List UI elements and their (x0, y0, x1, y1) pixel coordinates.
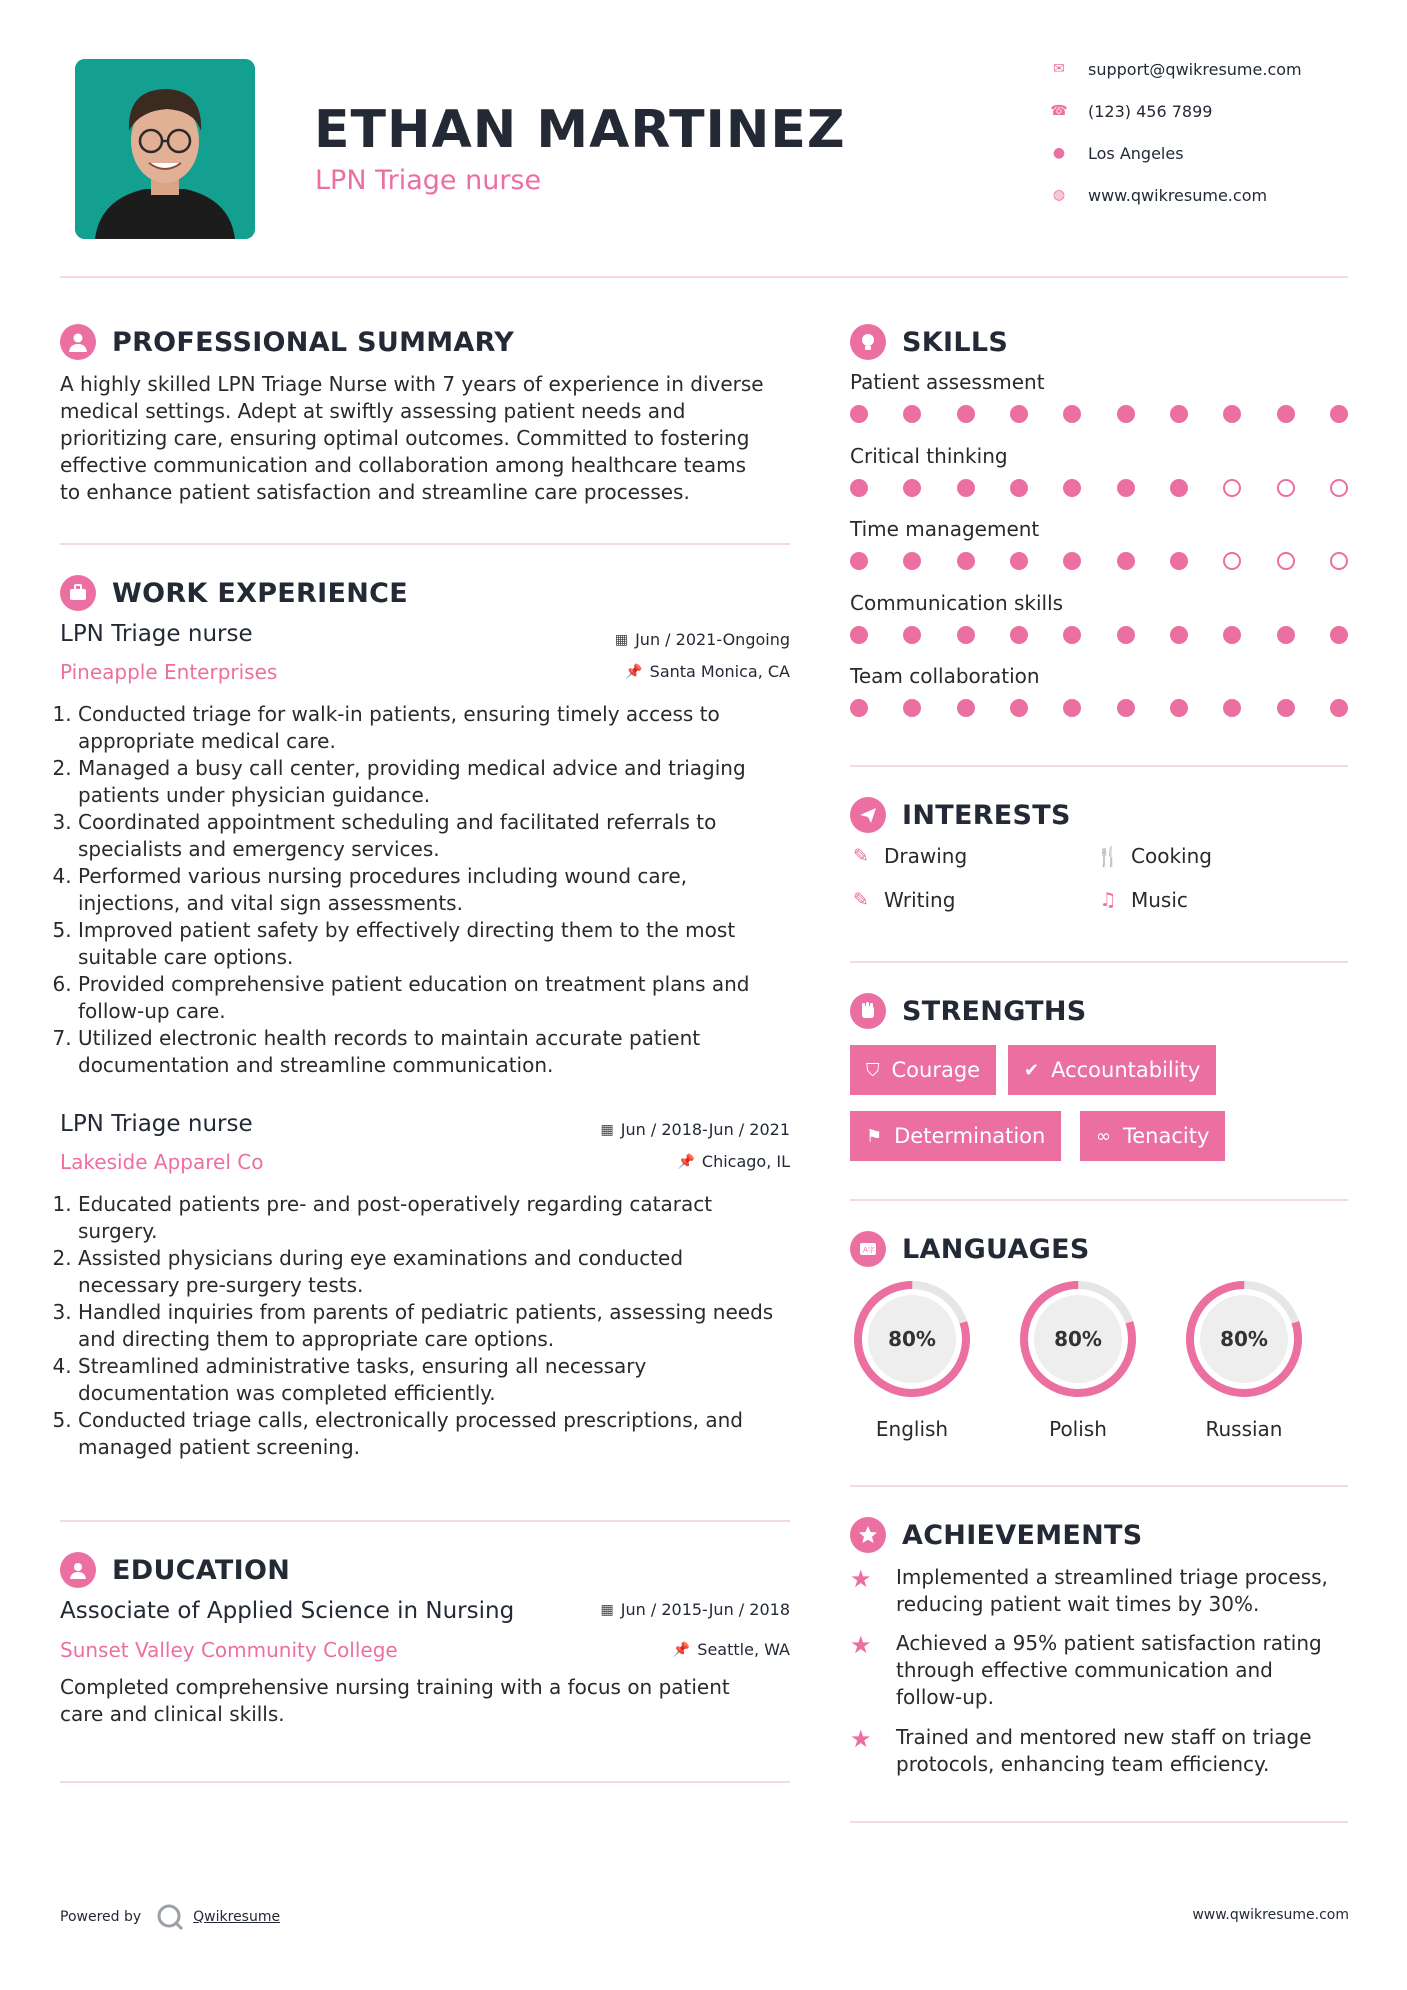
education-header (60, 1550, 290, 1590)
rating-dot-filled (1330, 626, 1348, 644)
language-name: English (875, 1417, 949, 1441)
rating-dot-filled (1117, 552, 1135, 570)
pin-icon: 📌 (625, 663, 643, 680)
rating-dot-filled (903, 552, 921, 570)
pencil-icon: ✎ (853, 889, 869, 911)
globe-icon: ◍ (1052, 187, 1066, 203)
education-location-text: Seattle, WA (697, 1640, 790, 1659)
interests-divider (850, 961, 1348, 963)
job-location-text: Chicago, IL (701, 1152, 790, 1171)
rating-dot-empty (1277, 479, 1295, 497)
degree-title: Associate of Applied Science in Nursing (60, 1598, 515, 1624)
list-item: 4. Streamlined administrative tasks, ensuring all necessary documentation was completed efficiently. (78, 1353, 780, 1407)
education-line: care and clinical skills. (60, 1702, 285, 1726)
rating-dot-filled (1277, 405, 1295, 423)
interest-item (850, 888, 955, 912)
candidate-role: LPN Triage nurse (315, 165, 542, 196)
job-date (615, 630, 790, 649)
summary-line: A highly skilled LPN Triage Nurse with 7 years of experience in diverse (60, 372, 764, 396)
shooting-star-icon: ★ (850, 1725, 872, 1753)
job-location-text: Santa Monica, CA (649, 662, 790, 681)
achievement-line: through effective communication and (896, 1658, 1273, 1682)
phone-icon: ☎ (1050, 103, 1068, 119)
language-percent: 80% (1220, 1327, 1268, 1351)
language-ring (1182, 1277, 1306, 1401)
education-title: EDUCATION (112, 1554, 291, 1586)
list-item: 4. Performed various nursing procedures including wound care, injections, and vital sign assessments. (78, 863, 795, 917)
achievement-line: follow-up. (896, 1685, 994, 1709)
summary-line: prioritizing care, ensuring optimal outcomes. Committed to fostering (60, 426, 750, 450)
skills-divider (850, 765, 1348, 767)
strength-tag (1080, 1111, 1225, 1161)
languages-header (850, 1229, 1090, 1269)
calendar-icon: ▦ (600, 1121, 614, 1138)
strength-label: Determination (894, 1124, 1046, 1148)
link-icon: ∞ (1096, 1125, 1111, 1147)
achievements-title: ACHIEVEMENTS (902, 1519, 1143, 1551)
achievement-line: Achieved a 95% patient satisfaction rating (896, 1631, 1322, 1655)
contact-website[interactable] (1050, 183, 1267, 207)
skill-name: Patient assessment (850, 370, 1045, 394)
language-name: Russian (1205, 1417, 1283, 1441)
strength-label: Courage (891, 1058, 981, 1082)
skill-row (850, 517, 1350, 591)
rating-dot-filled (957, 626, 975, 644)
calendar-icon: ▦ (614, 631, 629, 648)
list-item: 6. Provided comprehensive patient education on treatment plans and follow-up care. (78, 971, 795, 1025)
footer-powered (60, 1902, 280, 1932)
rating-dot-filled (957, 552, 975, 570)
strengths-header (850, 991, 1087, 1031)
language-percent: 80% (888, 1327, 936, 1351)
rating-dot-filled (903, 626, 921, 644)
summary-line: to enhance patient satisfaction and streamline care processes. (60, 480, 690, 504)
rating-dot-filled (1170, 626, 1188, 644)
pencil-icon: ✎ (853, 845, 869, 867)
rating-dot-empty (1330, 479, 1348, 497)
contact-phone-text: (123) 456 7899 (1088, 101, 1213, 121)
rating-dot-filled (1063, 699, 1081, 717)
language-item (850, 1277, 974, 1441)
rating-dot-empty (1277, 552, 1295, 570)
shield-icon: ⛉ (866, 1059, 880, 1081)
skill-name: Time management (850, 517, 1040, 541)
summary-divider (60, 543, 790, 545)
contact-email[interactable] (1050, 57, 1302, 81)
graduation-icon (60, 1552, 96, 1588)
achievement-item (850, 1564, 1350, 1618)
rating-dot-filled (1170, 699, 1188, 717)
interests-title: INTERESTS (902, 799, 1071, 831)
rating-dot-filled (1117, 479, 1135, 497)
interests-header (850, 795, 1071, 835)
achievement-item (850, 1724, 1350, 1778)
rating-dot-filled (1117, 405, 1135, 423)
rating-dot-filled (957, 699, 975, 717)
shooting-star-icon: ★ (850, 1631, 872, 1659)
summary-line: effective communication and collaboration among healthcare teams (60, 453, 746, 477)
rating-dot-filled (1223, 626, 1241, 644)
rating-dot-filled (903, 479, 921, 497)
skill-rating (850, 479, 1348, 497)
list-item: 5. Improved patient safety by effectively directing them to the most suitable care options. (78, 917, 795, 971)
skill-row (850, 444, 1350, 518)
list-item: 3. Handled inquiries from parents of pediatric patients, assessing needs and directing them to appropriate care options. (78, 1299, 780, 1353)
achievement-line: protocols, enhancing team efficiency. (896, 1752, 1270, 1776)
rating-dot-filled (1010, 405, 1028, 423)
list-item: 7. Utilized electronic health records to maintain accurate patient documentation and streamline communication. (78, 1025, 795, 1079)
strength-tag (850, 1045, 996, 1095)
summary-title: PROFESSIONAL SUMMARY (112, 326, 515, 358)
skills-title: SKILLS (902, 326, 1009, 358)
skill-rating (850, 699, 1348, 717)
languages-divider (850, 1485, 1348, 1487)
rating-dot-empty (1223, 479, 1241, 497)
strength-tag (1008, 1045, 1216, 1095)
strengths-divider (850, 1199, 1348, 1201)
rating-dot-filled (1223, 699, 1241, 717)
interest-item (1097, 888, 1188, 912)
strength-label: Tenacity (1123, 1124, 1210, 1148)
language-percent: 80% (1054, 1327, 1102, 1351)
skills-header (850, 322, 1008, 362)
education-date-text: Jun / 2015-Jun / 2018 (620, 1600, 790, 1619)
achievements-divider (850, 1821, 1348, 1823)
list-item: 3. Coordinated appointment scheduling and facilitated referrals to specialists and emergency services. (78, 809, 795, 863)
interest-item (1097, 844, 1212, 868)
rating-dot-filled (1117, 699, 1135, 717)
rating-dot-filled (1010, 626, 1028, 644)
experience-title: WORK EXPERIENCE (112, 577, 408, 609)
rating-dot-filled (957, 479, 975, 497)
rating-dot-filled (1277, 626, 1295, 644)
interest-label: Writing (884, 888, 956, 912)
rating-dot-filled (1223, 405, 1241, 423)
contact-website-text: www.qwikresume.com (1088, 185, 1268, 205)
pin-icon: 📌 (677, 1153, 695, 1170)
candidate-name: ETHAN MARTINEZ (314, 100, 846, 160)
powered-by-label: Powered by (60, 1909, 142, 1925)
skill-rating (850, 552, 1348, 570)
svg-text:A字: A字 (863, 1246, 875, 1254)
job-title: LPN Triage nurse (60, 621, 253, 647)
pin-icon: 📌 (672, 1641, 691, 1658)
rating-dot-filled (1330, 699, 1348, 717)
brand-link[interactable]: Qwikresume (193, 1909, 281, 1925)
list-item: 1. Educated patients pre- and post-operatively regarding cataract surgery. (78, 1191, 780, 1245)
language-icon (850, 1231, 886, 1267)
email-icon: ✉ (1053, 61, 1065, 77)
education-description (60, 1674, 800, 1728)
experience-header (60, 573, 408, 613)
achievement-line: reducing patient wait times by 30%. (896, 1592, 1260, 1616)
skill-rating (850, 405, 1348, 423)
rating-dot-empty (1330, 552, 1348, 570)
achievement-line: Trained and mentored new staff on triage (896, 1725, 1312, 1749)
contact-location-text: Los Angeles (1088, 143, 1184, 163)
contact-email-text: support@qwikresume.com (1088, 59, 1302, 79)
skill-row (850, 591, 1350, 665)
rating-dot-filled (850, 552, 868, 570)
qwikresume-logo-icon (155, 1902, 185, 1932)
rating-dot-filled (1170, 552, 1188, 570)
fist-icon (850, 993, 886, 1029)
job-date-text: Jun / 2018-Jun / 2021 (620, 1120, 790, 1139)
rating-dot-filled (850, 699, 868, 717)
header-divider (60, 276, 1348, 278)
language-ring (850, 1277, 974, 1401)
rating-dot-filled (1170, 479, 1188, 497)
rating-dot-filled (1117, 626, 1135, 644)
contact-phone[interactable] (1050, 99, 1212, 123)
school-name: Sunset Valley Community College (60, 1638, 398, 1662)
cutlery-icon: 🍴 (1096, 845, 1120, 868)
star-badge-icon (850, 1517, 886, 1553)
rating-dot-filled (850, 479, 868, 497)
achievement-item (850, 1630, 1350, 1711)
summary-header (60, 322, 514, 362)
list-item: 2. Assisted physicians during eye examinations and conducted necessary pre-surgery tests. (78, 1245, 780, 1299)
education-location (673, 1640, 790, 1659)
language-item (1016, 1277, 1140, 1441)
rating-dot-filled (850, 626, 868, 644)
summary-line: medical settings. Adept at swiftly assessing patient needs and (60, 399, 686, 423)
rating-dot-filled (1330, 405, 1348, 423)
interest-label: Music (1131, 888, 1188, 912)
briefcase-icon (60, 575, 96, 611)
interest-item (850, 844, 967, 868)
skill-rating (850, 626, 1348, 644)
skill-row (850, 370, 1350, 444)
language-ring (1016, 1277, 1140, 1401)
education-date (601, 1600, 790, 1619)
skill-name: Communication skills (850, 590, 1064, 615)
job-duties (60, 1191, 780, 1461)
skill-name: Critical thinking (850, 443, 1008, 468)
language-name: Polish (1049, 1417, 1107, 1441)
location-icon: ● (1052, 145, 1066, 161)
user-icon (60, 324, 96, 360)
education-line: Completed comprehensive nursing training with a focus on patient (60, 1675, 730, 1699)
rating-dot-filled (903, 405, 921, 423)
rating-dot-filled (1010, 479, 1028, 497)
experience-divider (60, 1520, 790, 1522)
lightbulb-icon (850, 324, 886, 360)
job-title: LPN Triage nurse (60, 1111, 253, 1137)
languages-title: LANGUAGES (902, 1233, 1090, 1265)
rating-dot-filled (1170, 405, 1188, 423)
list-item: 1. Conducted triage for walk-in patients, ensuring timely access to appropriate medical care. (78, 701, 795, 755)
rating-dot-filled (1010, 552, 1028, 570)
strength-tag (850, 1111, 1061, 1161)
music-icon: ♫ (1099, 889, 1117, 911)
achievement-line: Implemented a streamlined triage process, (896, 1565, 1328, 1589)
job-date-text: Jun / 2021-Ongoing (635, 630, 790, 649)
interest-label: Drawing (884, 844, 968, 868)
strengths-title: STRENGTHS (902, 995, 1087, 1027)
rating-dot-filled (850, 405, 868, 423)
profile-photo (75, 59, 255, 239)
skill-name: Team collaboration (850, 664, 1040, 688)
job-company: Pineapple Enterprises (60, 660, 278, 684)
achievements-header (850, 1515, 1143, 1555)
rating-dot-empty (1223, 552, 1241, 570)
rating-dot-filled (1063, 626, 1081, 644)
education-divider (60, 1781, 790, 1783)
job-location (677, 1152, 790, 1171)
contact-location (1050, 141, 1184, 165)
list-item: 2. Managed a busy call center, providing medical advice and triaging patients under physician guidance. (78, 755, 795, 809)
paper-plane-icon (850, 797, 886, 833)
rating-dot-filled (1063, 552, 1081, 570)
calendar-icon: ▦ (600, 1601, 614, 1618)
rating-dot-filled (903, 699, 921, 717)
job-location (625, 662, 790, 681)
language-item (1182, 1277, 1306, 1441)
interest-label: Cooking (1131, 844, 1212, 868)
check-circle-icon: ✔ (1024, 1059, 1040, 1081)
strength-label: Accountability (1051, 1058, 1201, 1082)
skills-list (850, 370, 1350, 738)
job-company: Lakeside Apparel Co (60, 1150, 264, 1174)
rating-dot-filled (957, 405, 975, 423)
summary-text (60, 371, 800, 506)
flag-icon: ⚑ (866, 1125, 883, 1147)
job-duties (60, 701, 795, 1079)
rating-dot-filled (1063, 405, 1081, 423)
job-date (601, 1120, 790, 1139)
rating-dot-filled (1010, 699, 1028, 717)
list-item: 5. Conducted triage calls, electronically processed prescriptions, and managed patient screening. (78, 1407, 780, 1461)
footer-url[interactable]: www.qwikresume.com (1192, 1907, 1349, 1923)
shooting-star-icon: ★ (850, 1565, 872, 1593)
skill-row (850, 664, 1350, 738)
rating-dot-filled (1063, 479, 1081, 497)
rating-dot-filled (1277, 699, 1295, 717)
